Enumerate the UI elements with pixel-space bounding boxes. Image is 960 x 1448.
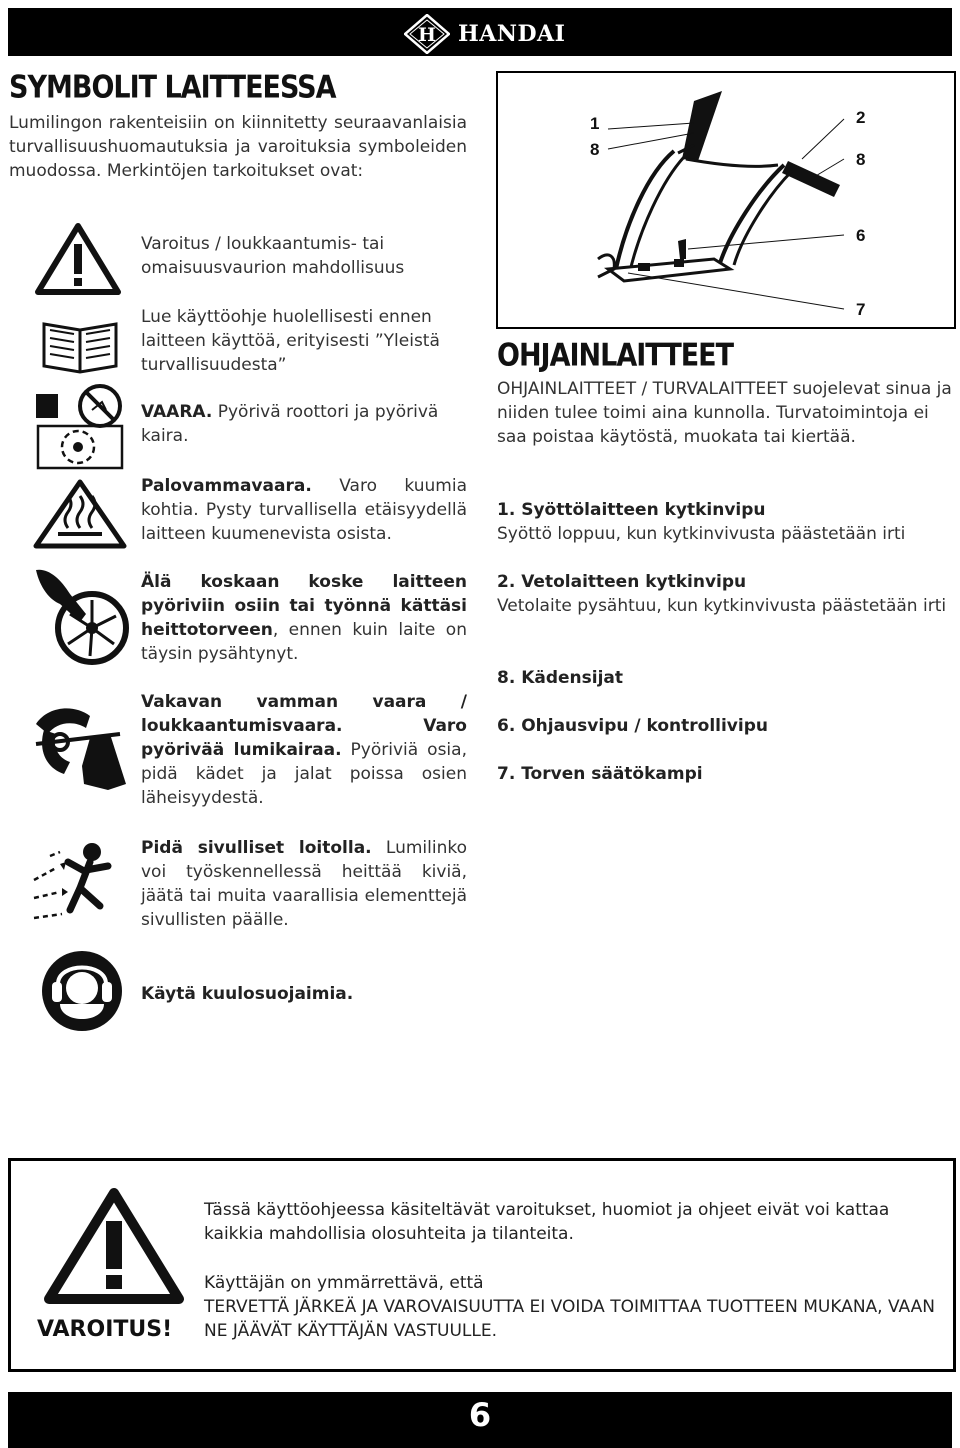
symbol-manual-text: Lue käyttöohje huolellisesti ennen laitteen käyttöä, erityisesti ”Yleistä turvallisuudesta”	[141, 307, 440, 375]
symbol-rotor-text: VAARA. Pyörivä roottori ja pyörivä kaira.	[141, 402, 439, 446]
warning-box	[8, 1158, 956, 1372]
callout-6: 6	[856, 226, 866, 245]
control-item-7: 7. Torven säätökampi	[497, 764, 703, 784]
callout-7: 7	[856, 300, 866, 319]
header-bar	[8, 8, 952, 56]
control-item-6: 6. Ohjausvipu / kontrollivipu	[497, 716, 768, 736]
callout-1: 1	[590, 114, 600, 133]
symbol-hot-text: Palovammavaara. Varo kuumia kohtia. Pysty turvallisella etäisyydellä laitteen kuumenevista osista.	[141, 476, 467, 544]
warning-paragraph-1: Tässä käyttöohjeessa käsiteltävät varoitukset, huomiot ja ohjeet eivät voi kattaa kaikkia mahdollisia olosuhteita ja tilanteita.	[204, 1200, 890, 1244]
symbol-thrown-text: Pidä sivulliset loitolla. Lumilinko voi työskennellessä heittää kiviä, jäätä tai muita vaarallisia elementtejä sivullisten päälle.	[141, 838, 467, 930]
symbol-ear-text: Käytä kuulosuojaimia.	[141, 984, 354, 1004]
foot-in-auger-icon	[30, 694, 130, 794]
warning-label: VAROITUS!	[37, 1317, 173, 1342]
ear-protection-icon	[30, 948, 130, 1034]
snowblower-handle-drawing	[498, 73, 954, 327]
controls-intro: OHJAINLAITTEET / TURVALAITTEET suojelevat sinua ja niiden tulee toimi aina kunnolla. Turvatoimintoja ei saa poistaa käytöstä, muokata tai kiertää.	[497, 379, 952, 447]
callout-8-left: 8	[590, 140, 600, 159]
manual-book-icon	[30, 316, 130, 374]
control-item-1: 1. Syöttölaitteen kytkinvipu Syöttö loppuu, kun kytkinvivusta päästetään irti	[497, 500, 906, 544]
callout-2: 2	[856, 108, 866, 127]
symbol-warning-text: Varoitus / loukkaantumis- tai omaisuusvaurion mahdollisuus	[141, 234, 405, 278]
thrown-objects-icon	[30, 822, 130, 932]
symbols-title: SYMBOLIT LAITTEESSA	[9, 70, 336, 106]
callout-8-right: 8	[856, 150, 866, 169]
large-warning-triangle-icon	[41, 1185, 187, 1305]
hot-surface-icon	[30, 478, 130, 550]
brand-diamond-icon	[404, 14, 450, 54]
control-item-2: 2. Vetolaitteen kytkinvipu Vetolaite pysähtuu, kun kytkinvivusta päästetään irti	[497, 572, 947, 616]
symbol-auger-text: Vakavan vamman vaara / loukkaantumisvaara. Varo pyörivää lumikairaa. Pyöriviä osia, pidä kädet ja jalat poissa osien läheisyydestä.	[141, 692, 467, 808]
svg-text:H: H	[418, 24, 436, 46]
page-number: 6	[468, 1396, 492, 1434]
symbols-intro: Lumilingon rakenteisiin on kiinnitetty seuraavanlaisia turvallisuushuomautuksia ja varoituksia symboleiden muodossa. Merkintöjen tarkoitukset ovat:	[9, 113, 467, 181]
control-item-8: 8. Kädensijat	[497, 668, 624, 688]
rotating-rotor-icon	[30, 380, 130, 472]
warning-triangle-icon	[30, 222, 130, 296]
controls-title: OHJAINLAITTEET	[497, 338, 734, 374]
brand-name: HANDAI	[458, 21, 566, 47]
brand-logo	[404, 14, 584, 54]
warning-paragraph-2: Käyttäjän on ymmärrettävä, että TERVETTÄ JÄRKEÄ JA VAROVAISUUTTA EI VOIDA TOIMITTAA TUOTTEEN MUKANA, VAAN NE JÄÄVÄT KÄYTTÄJÄN VASTUULLE.	[204, 1273, 935, 1341]
controls-figure	[496, 71, 956, 329]
symbol-impeller-text: Älä koskaan koske laitteen pyöriviin osiin tai työnnä kättäsi heittotorveen, ennen kuin laite on täysin pysähtynyt.	[141, 572, 467, 664]
hand-in-impeller-icon	[30, 564, 130, 668]
